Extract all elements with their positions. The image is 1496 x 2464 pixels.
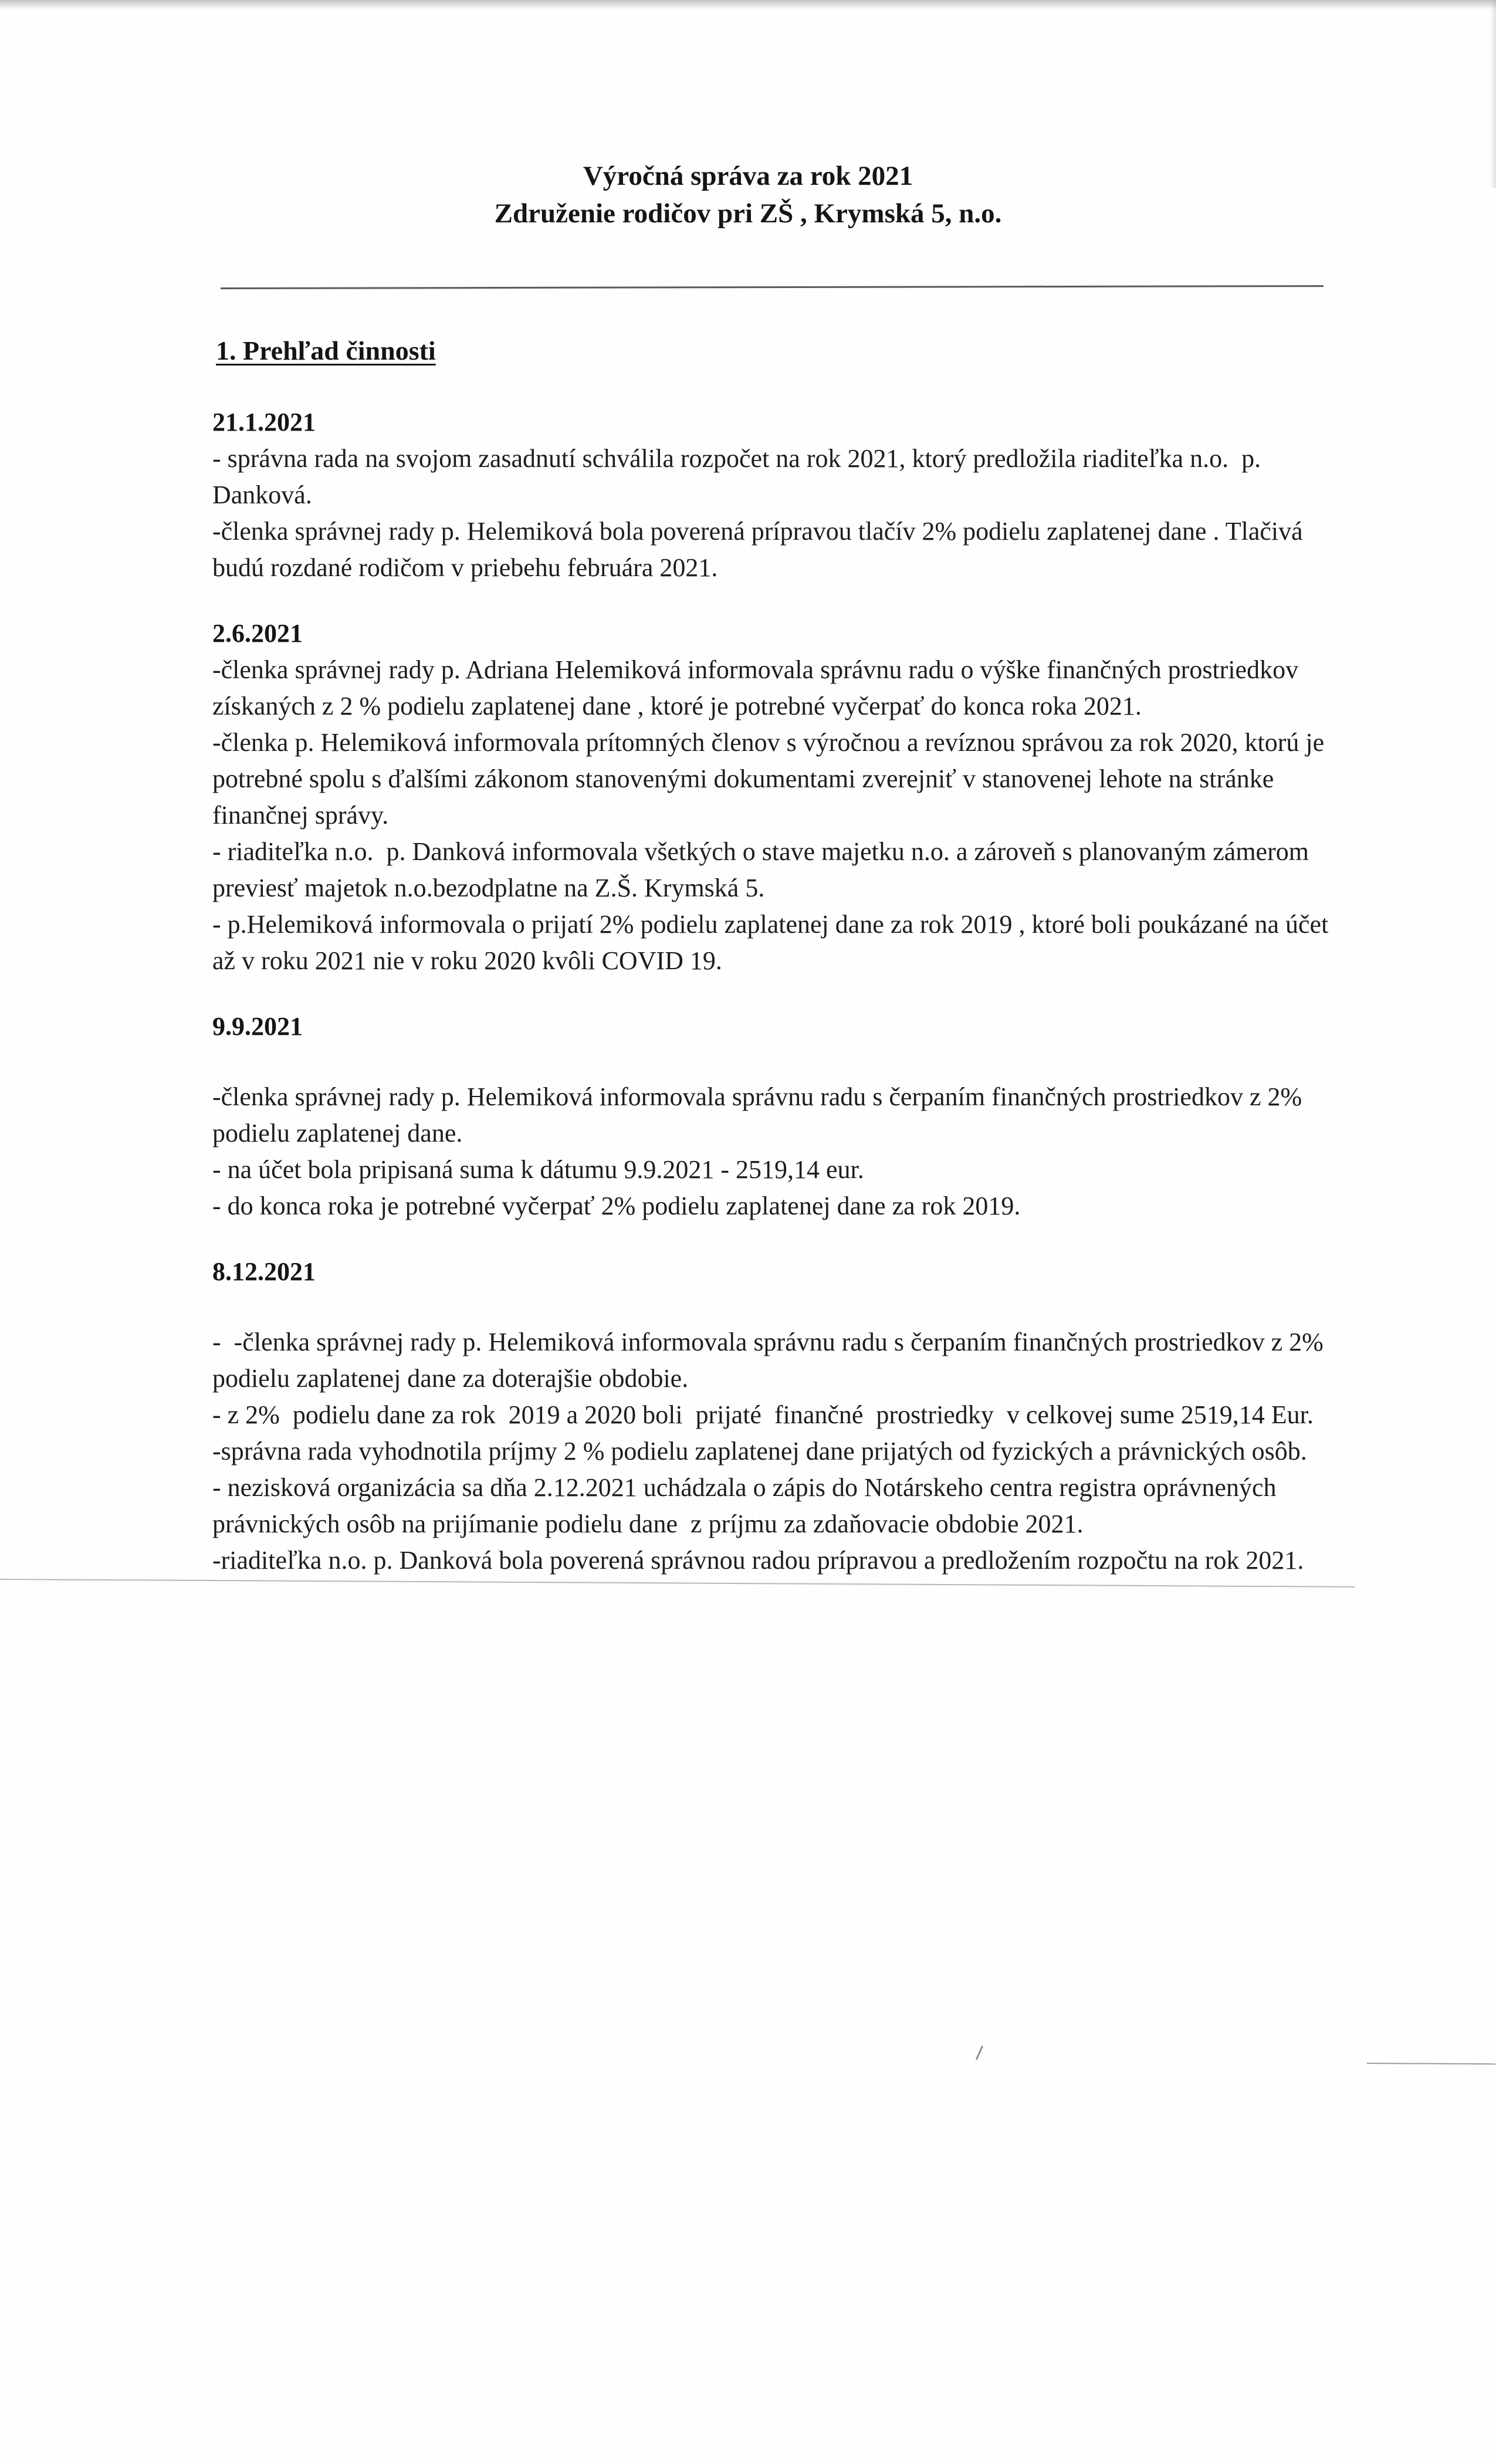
scan-artifact-line-left — [0, 1579, 1355, 1588]
entry-paragraph: - riaditeľka n.o. p. Danková informovala všetkých o stave majetku n.o. a zároveň s planovaným zámerom previesť majetok n.o.bezodplatne na Z.Š. Krymská 5. — [212, 837, 1315, 902]
entry-paragraph: - na účet bola pripisaná suma k dátumu 9.9.2021 - 2519,14 eur. — [212, 1155, 864, 1184]
header-separator-line — [221, 285, 1324, 289]
entry-paragraph: - do konca roka je potrebné vyčerpať 2% podielu zaplatenej dane za rok 2019. — [212, 1192, 1021, 1220]
entry-date: 8.12.2021 — [212, 1257, 316, 1286]
document-subtitle: Združenie rodičov pri ZŠ , Krymská 5, n.o. — [494, 198, 1002, 229]
section-heading: 1. Prehľad činnosti — [216, 336, 436, 365]
entry-paragraph: - p.Helemiková informovala o prijatí 2% podielu zaplatenej dane za rok 2019 , ktoré boli poukázané na účet až v roku 2021 nie v roku 2020 kvôli COVID 19. — [212, 910, 1335, 975]
entry-section-2-6-2021 — [212, 615, 1335, 979]
entry-section-8-12-2021 — [212, 1254, 1329, 1579]
entry-section-9-9-2021 — [212, 1008, 1329, 1224]
entry-paragraph: -členka správnej rady p. Adriana Helemiková informovala správnu radu o výške finančných prostriedkov získaných z 2 % podielu zaplatenej dane , ktoré je potrebné vyčerpať do konca roka 2021. — [212, 655, 1305, 720]
entry-paragraph: -členka p. Helemiková informovala prítomných členov s výročnou a revíznou správou za rok 2020, ktorú je potrebné spolu s ďalšími zákonom stanovenými dokumentami zverejniť v stanovenej lehote na stránke finančnej správy. — [212, 728, 1331, 830]
document-header — [0, 0, 1496, 232]
entry-paragraph: -riaditeľka n.o. p. Danková bola poverená správnou radou prípravou a predložením rozpočtu na rok 2021. — [212, 1546, 1304, 1575]
entry-paragraph: - správna rada na svojom zasadnutí schválila rozpočet na rok 2021, ktorý predložila riaditeľka n.o. p. Danková. — [212, 444, 1268, 509]
document-body — [0, 289, 1496, 1579]
entry-date: 9.9.2021 — [212, 1012, 303, 1041]
entry-date: 21.1.2021 — [212, 408, 316, 436]
scan-artifact-line-right — [1367, 2063, 1496, 2064]
entry-paragraph: - nezisková organizácia sa dňa 2.12.2021 uchádzala o zápis do Notárskeho centra registra oprávnených právnických osôb na prijímanie podielu dane z príjmu za zdaňovacie obdobie 2021. — [212, 1473, 1283, 1538]
entry-paragraph: - z 2% podielu dane za rok 2019 a 2020 boli prijaté finančné prostriedky v celkovej sume 2519,14 Eur. — [212, 1400, 1314, 1429]
scan-artifact-mark — [976, 2046, 983, 2060]
entry-section-21-1-2021 — [212, 404, 1329, 586]
entry-paragraph: -členka správnej rady p. Helemiková bola poverená prípravou tlačív 2% podielu zaplatenej dane . Tlačivá budú rozdané rodičom v priebehu februára 2021. — [212, 517, 1309, 582]
entry-paragraph: -správna rada vyhodnotila príjmy 2 % podielu zaplatenej dane prijatých od fyzických a právnických osôb. — [212, 1437, 1307, 1465]
entry-date: 2.6.2021 — [212, 619, 303, 648]
entry-paragraph: -členka správnej rady p. Helemiková informovala správnu radu s čerpaním finančných prostriedkov z 2% podielu zaplatenej dane. — [212, 1082, 1309, 1148]
entry-paragraph: - -členka správnej rady p. Helemiková informovala správnu radu s čerpaním finančných prostriedkov z 2% podielu zaplatenej dane za doterajšie obdobie. — [212, 1328, 1330, 1393]
document-title: Výročná správa za rok 2021 — [583, 161, 913, 191]
